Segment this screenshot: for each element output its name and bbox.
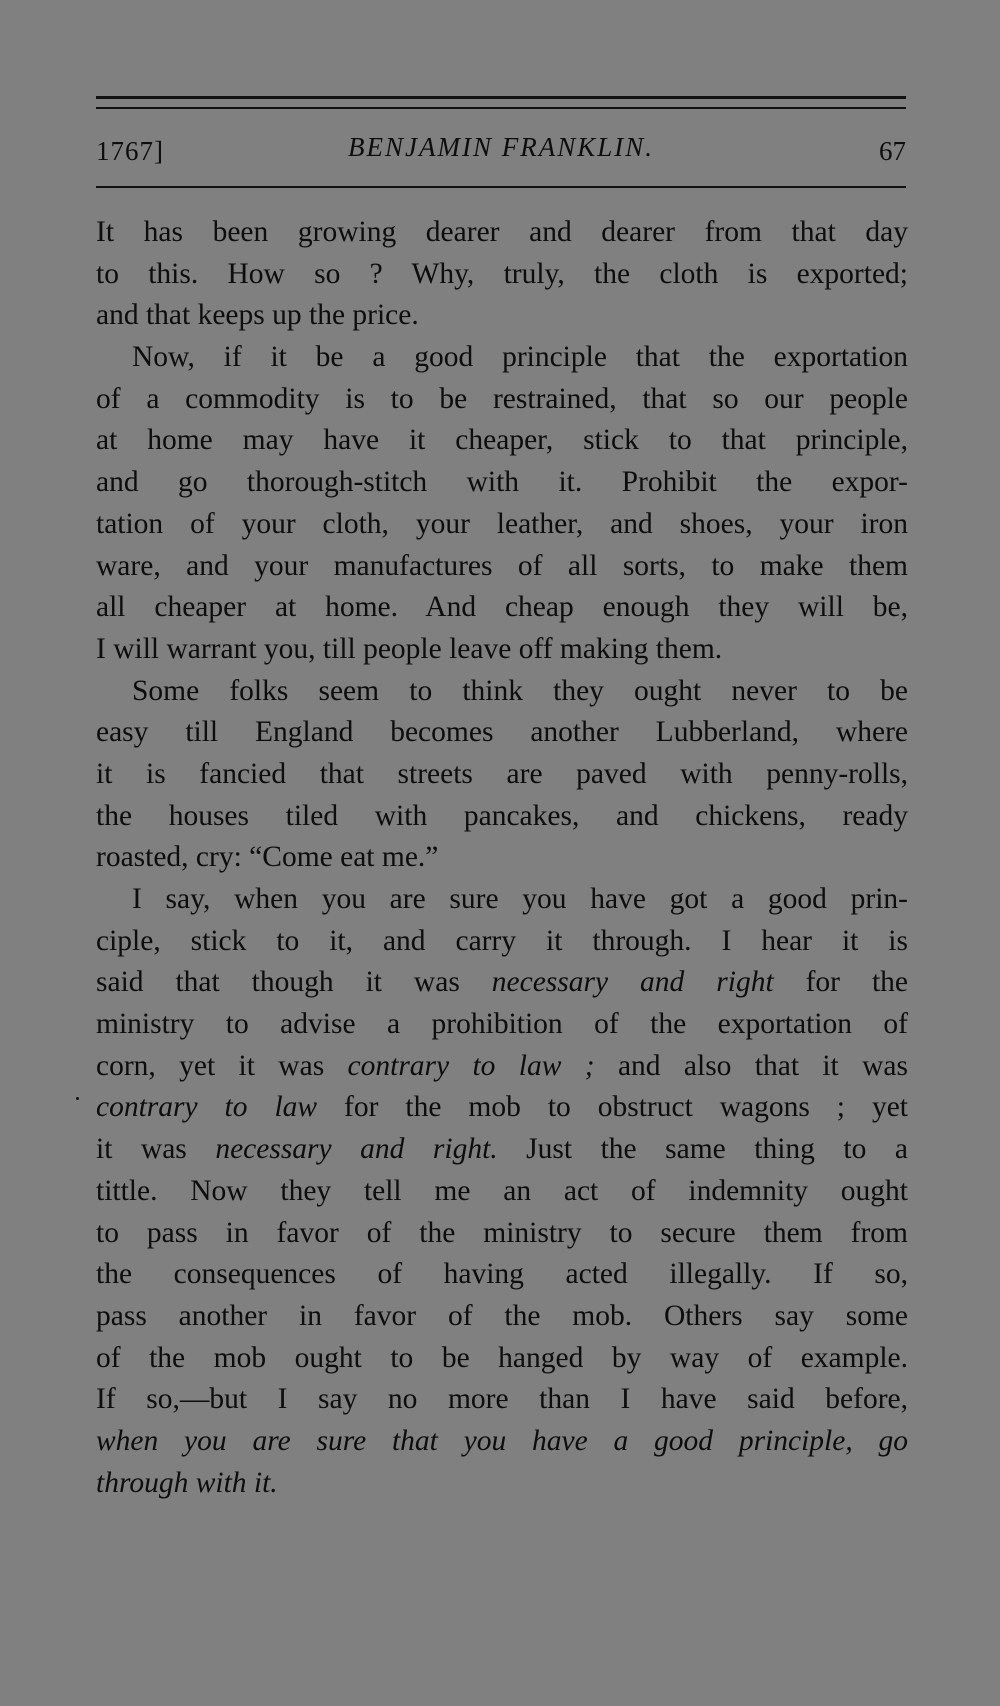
text-line <box>96 420 908 462</box>
text-segment: and that keeps up the price. <box>96 299 419 332</box>
text-line <box>96 837 908 879</box>
text-segment: it is fancied that streets are paved with penny-rolls, <box>96 757 908 790</box>
text-segment: of a commodity is to be restrained, that so our people <box>96 382 908 415</box>
text-segment: Now, if it be a good principle that the exportation <box>132 341 908 374</box>
text-segment: tittle. Now they tell me an act of indemnity ought <box>96 1174 908 1207</box>
text-line <box>96 1087 908 1129</box>
italic-text: through with it. <box>96 1466 278 1499</box>
text-line <box>96 1213 908 1255</box>
text-segment: If so,—but I say no more than I have said before, <box>96 1383 908 1416</box>
text-line <box>96 1004 908 1046</box>
running-header <box>96 132 906 172</box>
italic-text: when you are sure that you have a good principle, go <box>96 1424 908 1457</box>
text-segment: at home may have it cheaper, stick to that principle, <box>96 424 908 457</box>
text-segment: pass another in favor of the mob. Others say some <box>96 1299 908 1332</box>
text-line <box>96 295 908 337</box>
text-segment: it was <box>96 1133 216 1166</box>
text-line <box>96 712 908 754</box>
text-line <box>96 629 908 671</box>
page-number: 67 <box>879 136 906 166</box>
text-line <box>96 1046 908 1088</box>
text-line <box>96 1171 908 1213</box>
text-segment: It has been growing dearer and dearer from that day <box>96 216 908 248</box>
text-line <box>96 1129 908 1171</box>
header-rule-top <box>96 96 906 99</box>
text-segment: the houses tiled with pancakes, and chickens, ready <box>96 799 908 832</box>
text-segment: the consequences of having acted illegally. If so, <box>96 1258 908 1291</box>
text-line <box>96 337 908 379</box>
text-line <box>96 254 908 296</box>
text-line <box>96 1338 908 1380</box>
italic-text: contrary to law ; <box>347 1049 595 1082</box>
print-speck <box>76 1097 79 1100</box>
text-line <box>96 546 908 588</box>
text-line <box>96 1254 908 1296</box>
text-line <box>96 462 908 504</box>
text-line <box>96 1463 908 1505</box>
text-segment: for the <box>773 966 908 999</box>
text-line <box>96 504 908 546</box>
text-line <box>96 379 908 421</box>
text-line <box>96 921 908 963</box>
body-text <box>96 212 908 1504</box>
text-segment: and also that it was <box>594 1049 908 1082</box>
italic-text: contrary to law <box>96 1091 318 1124</box>
text-line <box>96 671 908 713</box>
text-segment: to this. How so ? Why, truly, the cloth is exported; <box>96 257 908 290</box>
header-rule-bottom <box>96 186 906 188</box>
italic-text: necessary and right <box>491 966 774 999</box>
text-line <box>96 1296 908 1338</box>
text-line <box>96 879 908 921</box>
text-segment: ciple, stick to it, and carry it through. I hear it is <box>96 924 908 957</box>
text-segment: I will warrant you, till people leave off making them. <box>96 632 723 665</box>
text-segment: Some folks seem to think they ought never to be <box>132 674 908 707</box>
header-year: 1767] <box>96 136 164 166</box>
text-line <box>96 796 908 838</box>
text-segment: roasted, cry: “Come eat me.” <box>96 841 439 874</box>
text-segment: to pass in favor of the ministry to secure them from <box>96 1216 908 1249</box>
text-line <box>96 212 908 254</box>
text-line <box>96 1421 908 1463</box>
text-line <box>96 754 908 796</box>
text-segment: all cheaper at home. And cheap enough they will be, <box>96 591 908 624</box>
text-line <box>96 962 908 1004</box>
header-title: BENJAMIN FRANKLIN. <box>348 132 654 162</box>
text-segment: ministry to advise a prohibition of the exportation of <box>96 1008 908 1041</box>
text-segment: I say, when you are sure you have got a good prin- <box>132 883 908 915</box>
text-segment: ware, and your manufactures of all sorts, to make them <box>96 549 908 582</box>
italic-text: necessary and right. <box>215 1133 498 1166</box>
text-segment: corn, yet it was <box>96 1049 348 1082</box>
text-segment: said that though it was <box>96 966 492 999</box>
header-rule-second <box>96 107 906 109</box>
text-segment: of the mob ought to be hanged by way of example. <box>96 1341 908 1374</box>
text-segment: tation of your cloth, your leather, and shoes, your iron <box>96 507 908 540</box>
text-segment: and go thorough-stitch with it. Prohibit the expor- <box>96 466 908 499</box>
text-line <box>96 587 908 629</box>
text-segment: for the mob to obstruct wagons ; yet <box>317 1091 909 1124</box>
text-segment: easy till England becomes another Lubberland, where <box>96 716 908 749</box>
text-line <box>96 1379 908 1421</box>
text-segment: Just the same thing to a <box>497 1133 908 1166</box>
